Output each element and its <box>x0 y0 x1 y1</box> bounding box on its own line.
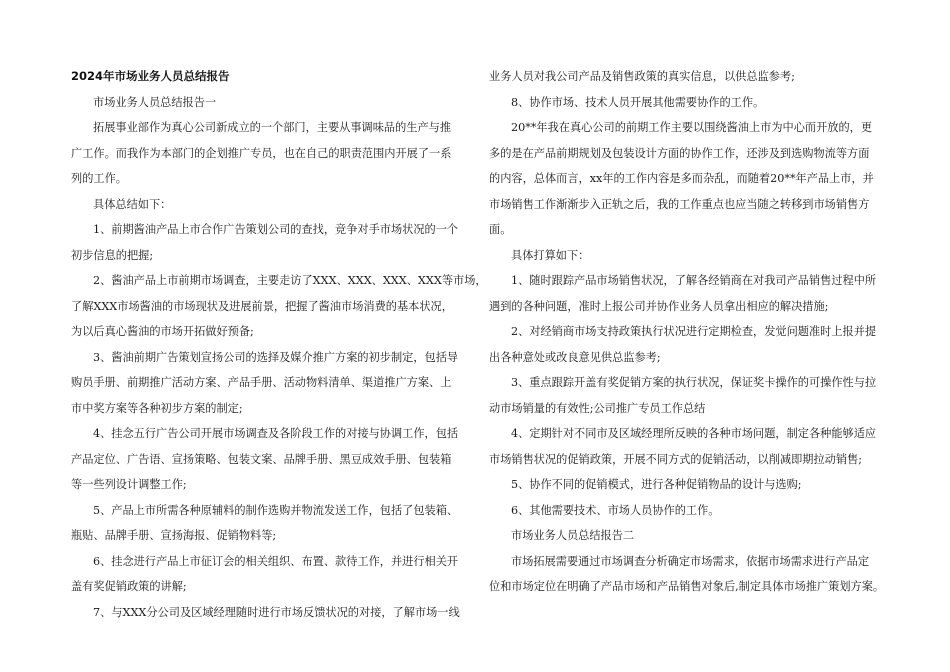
left-column <box>71 64 487 625</box>
text-line: 出各种意处或改良意见供总监参考; <box>489 350 661 364</box>
text-line: 多的是在产品前期规划及包装设计方面的协作工作，还涉及到选购物流等方面 <box>489 146 870 160</box>
text-line: 1、随时跟踪产品市场销售状况，了解各经销商在对我司产品销售过程中所 <box>511 274 877 287</box>
text-line: 市场销售状况的促销政策，开展不同方式的促销活动，以削减即期拉动销售; <box>489 452 862 466</box>
text-line: 3、酱油前期广告策划宣扬公司的选择及媒介推广方案的初步制定，包括导 <box>93 350 459 364</box>
text-line: 具体打算如下： <box>511 248 590 262</box>
text-line: 面。 <box>489 223 512 236</box>
text-line: 5、产品上市所需各种原辅料的制作选购并物流发送工作，包括了包装箱、 <box>93 503 459 517</box>
text-line: 市场业务人员总结报告二 <box>511 529 635 542</box>
text-line: 列的工作。 <box>71 172 127 185</box>
text-line: 等一些列设计调整工作; <box>71 478 187 491</box>
text-line: 3、重点跟踪开盖有奖促销方案的执行状况，保证奖卡操作的可操作性与拉 <box>511 376 877 389</box>
right-column <box>489 64 885 600</box>
text-line: 为以后真心酱油的市场开拓做好预备; <box>71 325 254 338</box>
text-line: 的内容，总体而言，xx年的工作内容是多而杂乱，而随着20**年产品上市，并 <box>489 172 874 185</box>
text-line: 遇到的各种问题，准时上报公司并协作业务人员拿出相应的解决措施; <box>489 299 829 313</box>
text-line: 20**年我在真心公司的前期工作主要以围绕酱油上市为中心而开放的，更 <box>511 121 873 134</box>
text-line: 位和市场定位在明确了产品市场和产品销售对象后,制定具体市场推广策划方案。 <box>489 580 885 593</box>
text-line: 市场业务人员总结报告一 <box>93 95 217 109</box>
text-line: 4、挂念五行广告公司开展市场调查及各阶段工作的对接与协调工作，包括 <box>93 427 459 440</box>
text-line: 拓展事业部作为真心公司新成立的一个部门，主要从事调味品的生产与推 <box>93 121 452 134</box>
text-line: 购员手册、前期推广活动方案、产品手册、活动物料清单、渠道推广方案、上 <box>71 376 452 389</box>
text-line: 7、与XXX分公司及区域经理随时进行市场反馈状况的对接，了解市场一线 <box>93 605 460 619</box>
text-line: 5、协作不同的促销模式，进行各种促销物品的设计与选购; <box>511 478 802 491</box>
text-line: 2、酱油产品上市前期市场调查，主要走访了XXX、XXX、XXX、XXX等市场， <box>93 274 487 287</box>
text-line: 市场销售工作渐渐步入正轨之后，我的工作重点也应当随之转移到市场销售方 <box>489 197 870 211</box>
text-line: 初步信息的把握; <box>71 248 154 262</box>
text-line: 市场拓展需要通过市场调查分析确定市场需求，依据市场需求进行产品定 <box>511 554 870 568</box>
text-line: 产品定位、广告语、宣扬策略、包装文案、品牌手册、黑豆成效手册、包装箱 <box>71 452 452 466</box>
document-title: 2024年市场业务人员总结报告 <box>71 69 230 83</box>
text-line: 6、其他需要技术、市场人员协作的工作。 <box>511 503 720 517</box>
text-line: 业务人员对我公司产品及销售政策的真实信息，以供总监参考; <box>489 70 795 83</box>
text-line: 了解XXX市场酱油的市场现状及进展前景，把握了酱油市场消费的基本状况， <box>71 299 453 313</box>
text-line: 8、协作市场、技术人员开展其他需要协作的工作。 <box>511 95 765 109</box>
text-line: 6、挂念进行产品上市征订会的相关组织、布置、款待工作，并进行相关开 <box>93 554 459 568</box>
text-line: 具体总结如下： <box>93 197 172 211</box>
text-line: 2、对经销商市场支持政策执行状况进行定期检查，发觉问题准时上报并提 <box>511 325 877 338</box>
text-line: 市中奖方案等各种初步方案的制定; <box>71 401 243 415</box>
text-line: 1、前期酱油产品上市合作广告策划公司的查找，竞争对手市场状况的一个 <box>93 223 459 236</box>
text-line: 广工作。而我作为本部门的企划推广专员，也在自己的职责范围内开展了一系 <box>71 146 452 160</box>
text-line: 4、定期针对不同市及区域经理所反映的各种市场问题，制定各种能够适应 <box>511 427 877 440</box>
text-line: 动市场销量的有效性;公司推广专员工作总结 <box>489 401 706 415</box>
text-line: 盖有奖促销政策的讲解; <box>71 580 187 593</box>
text-line: 瓶贴、品牌手册、宣扬海报、促销物料等; <box>71 529 277 542</box>
